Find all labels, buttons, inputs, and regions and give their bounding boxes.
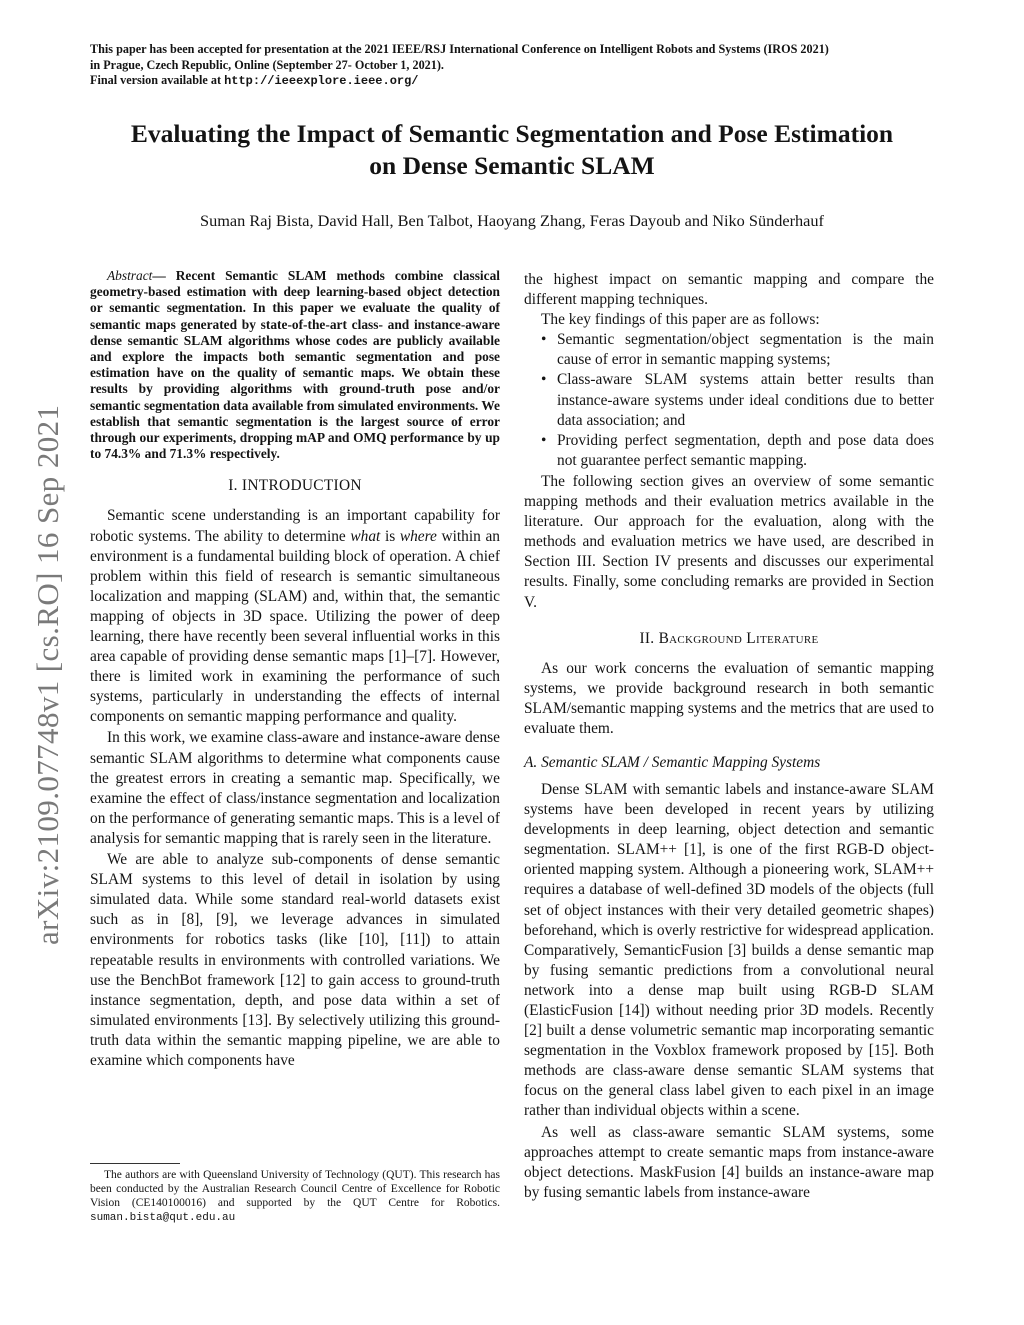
- overview-paragraph: The following section gives an overview of some semantic mapping methods and their evaluation metrics available in the literature. Our approach for the evaluation, along with the methods and evaluation metrics we have used, are described in Section III. Section IV presents and discusses our experimental results. Finally, some concluding remarks are provided in Section V.: [524, 472, 934, 611]
- intro-paragraph-3: We are able to analyze sub-components of dense semantic SLAM systems to this level of detail in isolation by using simulated data. While some standard real-world datasets exist such as in [8], [9], we leverage advances in simulated environments for robotics tasks (like [10], [11]) to attain repeatable results in environments with controlled variations. We use the BenchBot framework [12] to gain access to ground-truth instance segmentation, depth, and pose data within a set of simulated environments [13]. By selectively utilizing this ground-truth data within the semantic mapping pipeline, we are able to examine which components have: [90, 851, 500, 1069]
- footnote: [90, 1168, 500, 1225]
- finding-text: Class-aware SLAM systems attain better results than instance-aware systems under ideal conditions due to better data association; and: [557, 371, 934, 429]
- finding-text: Providing perfect segmentation, depth and pose data does not guarantee perfect semantic mapping.: [557, 431, 934, 469]
- abstract-text: Recent Semantic SLAM methods combine classical geometry-based estimation with deep learning-based object detection or semantic segmentation. In this paper we evaluate the quality of semantic maps generated by state-of-the-art class- and instance-aware dense semantic SLAM algorithms whose codes are publicly available and explore the impacts both semantic segmentation and pose estimation have on the quality of semantic maps. We obtain these results by providing algorithms with ground-truth pose and/or semantic segmentation data available from simulated environments. We establish that semantic segmentation is the largest source of error through our experiments, dropping mAP and OMQ performance by up to 74.3% and 71.3% respectively.: [90, 268, 500, 462]
- footnote-email-link[interactable]: suman.bista@qut.edu.au: [90, 1212, 236, 1224]
- notice-line-3: [90, 73, 950, 90]
- footnote-divider: [90, 1163, 180, 1164]
- left-column: [90, 268, 500, 1071]
- subsection-paragraph-1: Dense SLAM with semantic labels and instance-aware SLAM systems have been developed in recent years by utilizing developments in deep learning, object detection and semantic segmentation. SLAM++ [1], is one of the first RGB-D object-oriented mapping system. Although a pioneering work, SLAM++ requires a database of well-defined 3D models of the objects (full set of object instances with their very detailed geometric shapes) beforehand, which is overly restrictive for widespread application. Comparatively, SemanticFusion [3] builds a dense semantic map by fusing semantic predictions from a convolutional neural network into a dense map built using RGB-D SLAM (ElasticFusion [14]) without needing prior 3D models. Recently [2] built a dense volumetric semantic map incorporating semantic segmentation in the Voxblox framework proposed by [15]. Both methods are class-aware dense semantic SLAM systems that focus on the general class label given to each pixel in an image rather than individual objects within a scene.: [524, 780, 934, 1120]
- finding-item: [524, 370, 934, 430]
- right-column: [524, 270, 934, 1203]
- intro-paragraph-2: In this work, we examine class-aware and instance-aware dense semantic SLAM algorithms to determine what components cause the greatest errors in creating a semantic map. Specifically, we examine the effect of class/instance segmentation and localization on the performance of generating semantic maps. This is a level of analysis for semantic mapping that is rarely seen in the literature.: [90, 729, 500, 847]
- abstract-lead: Abstract: [107, 268, 153, 283]
- abstract: [90, 268, 500, 462]
- finding-item: [524, 431, 934, 471]
- title-line-1: Evaluating the Impact of Semantic Segmentation and Pose Estimation: [130, 119, 894, 148]
- background-heading: II. Background Literature: [639, 629, 819, 647]
- intro-p1-where: where: [399, 527, 437, 545]
- footnote-text: The authors are with Queensland University of Technology (QUT). This research has been conducted by the Australian Research Council Centre of Excellence for Robotic Vision (CE140100016) and supported by the QUT Centre for Robotics.: [90, 1169, 500, 1209]
- subsection-heading: A. Semantic SLAM / Semantic Mapping Systems: [524, 753, 821, 771]
- notice-line-2: in Prague, Czech Republic, Online (September 27- October 1, 2021).: [90, 57, 444, 72]
- bullet-icon: •: [541, 371, 547, 389]
- intro-p1-what: what: [350, 527, 381, 545]
- notice-line-1: This paper has been accepted for presentation at the 2021 IEEE/RSJ International Conference on Intelligent Robots and Systems (IROS 2021): [90, 42, 829, 56]
- introduction-heading: I. INTRODUCTION: [228, 477, 362, 495]
- intro-p1-part-a: Semantic scene understanding is an important capability for robotic systems. The ability to determine: [90, 507, 500, 545]
- finding-item: [524, 330, 934, 370]
- bullet-icon: •: [541, 331, 547, 349]
- notice-line-3-prefix: Final version available at: [90, 73, 225, 87]
- findings-intro: The key findings of this paper are as follows:: [541, 311, 820, 329]
- notice-url-link[interactable]: http://ieeexplore.ieee.org/: [224, 74, 419, 88]
- intro-paragraph-1: [90, 506, 500, 727]
- arxiv-identifier: arXiv:2109.07748v1 [cs.RO] 16 Sep 2021: [30, 404, 65, 945]
- abstract-dash: —: [152, 268, 176, 283]
- paper-title: [60, 118, 964, 182]
- intro-p1-part-c: within an environment is a fundamental building block of operation. A chief problem within this field of research is semantic simultaneous localization and mapping (SLAM) and, within that, the semantic mapping of objects in 3D space. Utilizing the power of deep learning, there have recently been several influential works in this area capable of providing dense semantic maps [1]–[7]. However, there is limited work in examining the performance of such systems, particularly in understanding the effects of internal components on semantic mapping performance and quality.: [90, 527, 500, 726]
- key-findings-list: [524, 330, 934, 471]
- background-paragraph: As our work concerns the evaluation of semantic mapping systems, we provide background research in both semantic SLAM/semantic mapping systems and the metrics that are used to evaluate them.: [524, 659, 934, 737]
- title-line-2: on Dense Semantic SLAM: [369, 151, 655, 180]
- author-list: Suman Raj Bista, David Hall, Ben Talbot, Haoyang Zhang, Feras Dayoub and Niko Sünderhauf: [200, 211, 824, 230]
- bullet-icon: •: [541, 431, 547, 449]
- subsection-paragraph-2: As well as class-aware semantic SLAM systems, some approaches attempt to create semantic maps from instance-aware object detections. MaskFusion [4] builds an instance-aware map by fusing semantic labels from instance-aware: [524, 1123, 934, 1201]
- intro-continuation: the highest impact on semantic mapping and compare the different mapping techniques.: [524, 271, 934, 309]
- intro-p1-part-b: is: [380, 527, 400, 545]
- conference-notice: [90, 42, 950, 90]
- finding-text: Semantic segmentation/object segmentation is the main cause of error in semantic mapping systems;: [557, 331, 934, 369]
